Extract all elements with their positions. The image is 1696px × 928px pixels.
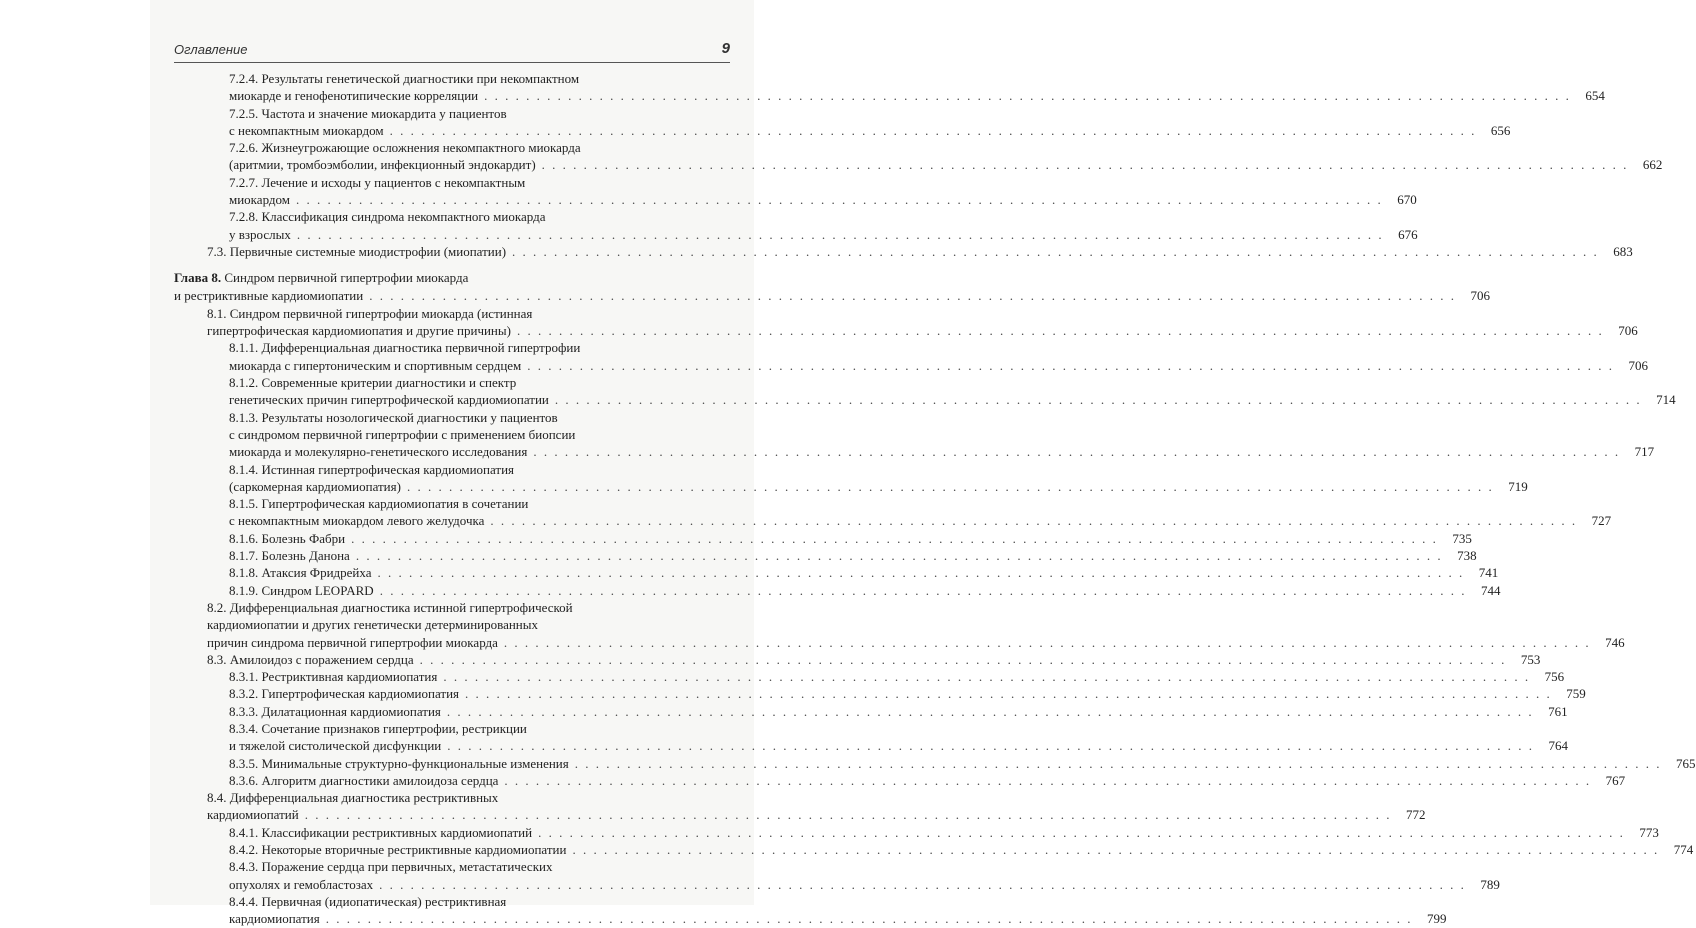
- toc-entry-text: [229, 209, 545, 224]
- toc-entry-title: и тяжелой систолической дисфункции: [229, 738, 442, 754]
- toc-entry-title: (саркомерная кардиомиопатия): [229, 478, 401, 494]
- toc-entry: [174, 755, 1696, 772]
- toc-entry-title: 7.2.4. Результаты генетической диагностики при некомпактном: [229, 71, 580, 86]
- toc-entry: [174, 599, 1625, 651]
- toc-entry: [174, 893, 1447, 928]
- toc-entry-title: 8.4.3. Поражение сердца при первичных, метастатических: [229, 859, 553, 875]
- toc-entry-text: [207, 243, 506, 260]
- dot-leader: [498, 772, 1597, 789]
- toc-entry-title: генетических причин гипертрофической кардиомиопатии: [229, 392, 549, 408]
- dot-leader: [371, 564, 1470, 581]
- toc-entry-text: [229, 824, 532, 841]
- toc-page-number: 765: [1676, 755, 1696, 771]
- toc-entry-text: [229, 175, 525, 190]
- toc-entry-line: [174, 530, 1472, 547]
- toc-entry-title: кардиомиопатия: [229, 911, 320, 927]
- toc-entry-line: [174, 564, 1499, 581]
- toc-entry-line: [174, 893, 730, 910]
- toc-entry-text: [229, 122, 384, 139]
- toc-entry-line: [174, 208, 730, 225]
- toc-entry-title: 7.2.5. Частота и значение миокардита у пациентов: [229, 105, 507, 121]
- toc-entry-line: [174, 191, 1417, 208]
- toc-entry-text: [229, 876, 373, 893]
- toc-entry-line: [174, 122, 1511, 139]
- toc-page-number: 706: [1618, 323, 1638, 339]
- page-number: 9: [721, 40, 730, 57]
- toc-page-number: 759: [1566, 686, 1586, 702]
- toc-entry-line: [174, 174, 730, 191]
- toc-entry-text: [229, 894, 506, 909]
- toc-entry-line: [174, 70, 730, 87]
- toc-page-number: 756: [1544, 669, 1565, 685]
- toc-entry-text: [229, 496, 528, 511]
- dot-leader: [414, 651, 1513, 668]
- toc-entry-title: 8.4.2. Некоторые вторичные рестриктивные кардиомиопатии: [229, 842, 567, 858]
- toc-entry-title: у взрослых: [229, 226, 291, 242]
- toc-entry-title: 8.3.6. Алгоритм диагностики амилоидоза сердца: [229, 772, 499, 788]
- toc-entry-title: миокарда с гипертоническим и спортивным сердцем: [229, 357, 522, 373]
- dot-leader: [441, 703, 1540, 720]
- toc-entry-line: [174, 582, 1501, 599]
- toc-entry-line: [174, 226, 1418, 243]
- toc-entry-line: [174, 547, 1477, 564]
- toc-entry-title: миокарде и генофенотипические корреляции: [229, 88, 479, 104]
- toc-entry-text: [229, 755, 569, 772]
- toc-entry-text: [229, 910, 320, 927]
- toc-page-number: 676: [1398, 226, 1418, 242]
- toc-entry-title: причин синдрома первичной гипертрофии миокарда: [207, 634, 498, 650]
- toc-entry-title: 7.2.8. Классификация синдрома некомпактного миокарда: [229, 209, 546, 225]
- dot-leader: [527, 443, 1626, 460]
- toc-entry-line: [174, 858, 730, 875]
- toc-entry-text: [207, 806, 299, 823]
- toc-entry-text: [229, 478, 401, 495]
- toc-entry-title: 8.1.3. Результаты нозологической диагностики у пациентов: [229, 409, 558, 425]
- toc-entry: [174, 547, 1477, 564]
- toc-page-number: 735: [1452, 530, 1472, 546]
- toc-entry-text: [229, 564, 371, 581]
- toc-entry-text: [207, 322, 511, 339]
- toc-entry-line: [174, 391, 1676, 408]
- toc-entry: [174, 564, 1499, 581]
- toc-entry-title: 8.2. Дифференциальная диагностика истинной гипертрофической: [207, 599, 573, 615]
- toc-entry: [174, 339, 1649, 374]
- toc-entry-title: 8.3. Амилоидоз с поражением сердца: [207, 651, 414, 667]
- toc-entry: [174, 174, 1417, 209]
- toc-entry-text: [207, 306, 532, 321]
- toc-entry-line: [174, 841, 1694, 858]
- toc-entry-title: 7.3. Первичные системные миодистрофии (миопатии): [207, 243, 507, 259]
- toc-entry-line: [174, 789, 730, 806]
- toc-page-number: 772: [1405, 807, 1426, 823]
- toc-entry-line: [174, 720, 730, 737]
- toc-entry-text: [174, 287, 363, 304]
- toc-entry-text: [229, 737, 441, 754]
- toc-entry-title: кардиомиопатии и других генетически детерминированных: [207, 617, 538, 633]
- toc-entry-line: [174, 443, 1655, 460]
- toc-entry: [174, 409, 1655, 461]
- toc-entry-title: 8.1.8. Атаксия Фридрейха: [229, 565, 372, 581]
- toc-entry: [174, 70, 1605, 105]
- toc-entry-title: 8.1.1. Дифференциальная диагностика первичной гипертрофии: [229, 340, 581, 356]
- toc-entry: [174, 305, 1638, 340]
- toc-entry-line: [174, 512, 1612, 529]
- toc-entry-line: [174, 616, 730, 633]
- toc-entry-line: [174, 357, 1649, 374]
- toc-entry: [174, 789, 1426, 824]
- toc-entry: [174, 858, 1500, 893]
- toc-page-number: 738: [1457, 548, 1477, 564]
- toc-page-number: 764: [1548, 738, 1569, 754]
- toc-page-number: 717: [1634, 444, 1655, 460]
- toc-entry-text: [229, 530, 345, 547]
- toc-entry-line: [174, 668, 1565, 685]
- toc-entry-text: [207, 651, 414, 668]
- toc-entry-line: [174, 495, 730, 512]
- toc-entry-line: [174, 139, 730, 156]
- toc-entry-title: 8.1.9. Синдром LEOPARD: [229, 582, 374, 598]
- dot-leader: [536, 156, 1635, 173]
- dot-leader: [373, 876, 1472, 893]
- toc-entry-text: [229, 140, 581, 155]
- toc-entry-line: [174, 599, 730, 616]
- toc-entry-line: [174, 374, 730, 391]
- toc-entry-title: опухолях и гемобластозах: [229, 876, 374, 892]
- toc-page-number: 799: [1426, 911, 1447, 927]
- toc-entry-text: [229, 703, 441, 720]
- running-header: [174, 40, 730, 63]
- toc-page-number: 714: [1656, 392, 1676, 408]
- dot-leader: [478, 87, 1577, 104]
- toc-entry-line: [174, 824, 1659, 841]
- toc-entry-title: 8.3.4. Сочетание признаков гипертрофии, рестрикции: [229, 720, 527, 736]
- toc-entry-title: Синдром первичной гипертрофии миокарда: [221, 270, 469, 286]
- toc-entry-text: [207, 790, 498, 805]
- toc-entry-text: [229, 226, 291, 243]
- dot-leader: [566, 841, 1665, 858]
- toc-entry-title: 8.3.5. Минимальные структурно-функциональные изменения: [229, 755, 569, 771]
- toc-entry-text: [229, 410, 558, 425]
- toc-entry: [174, 841, 1694, 858]
- toc-entry-line: [174, 876, 1500, 893]
- toc-entry-text: [207, 634, 498, 651]
- dot-leader: [363, 287, 1462, 304]
- toc-entry-line: [174, 806, 1426, 823]
- toc-entry-line: [174, 772, 1626, 789]
- dot-leader: [521, 357, 1620, 374]
- toc-entry: [174, 582, 1501, 599]
- toc-entry: [174, 530, 1472, 547]
- toc-entry-line: [174, 409, 730, 426]
- toc-entry-line: [174, 634, 1625, 651]
- toc-entry-title: 8.4.4. Первичная (идиопатическая) рестриктивная: [229, 893, 507, 909]
- running-header-title: Оглавление: [174, 42, 248, 57]
- toc-entry-title: 7.2.6. Жизнеугрожающие осложнения некомпактного миокарда: [229, 140, 581, 156]
- toc-entry-title: 8.3.3. Дилатационная кардиомиопатия: [229, 703, 441, 719]
- toc-page-number: 746: [1605, 634, 1625, 650]
- dot-leader: [320, 910, 1419, 927]
- toc-entry-text: [229, 443, 527, 460]
- toc-entry-line: [174, 269, 730, 286]
- toc-entry-title: 8.1.6. Болезнь Фабри: [229, 530, 346, 546]
- toc-entry-text: [229, 156, 536, 173]
- toc-entry: [174, 139, 1663, 174]
- toc-entry-title: 8.3.2. Гипертрофическая кардиомиопатия: [229, 686, 460, 702]
- toc-page-number: 753: [1520, 651, 1541, 667]
- toc-entry-title: 7.2.7. Лечение и исходы у пациентов с некомпактным: [229, 174, 526, 190]
- toc-entry-title: с некомпактным миокардом левого желудочка: [229, 513, 485, 529]
- toc-entry: [174, 374, 1676, 409]
- dot-leader: [374, 582, 1473, 599]
- toc-entry-text: [174, 270, 468, 285]
- toc-entry-text: [229, 512, 484, 529]
- toc-entry-text: [229, 357, 521, 374]
- toc-page-number: 656: [1490, 122, 1511, 138]
- toc-page-number: 662: [1642, 157, 1663, 173]
- toc-entry-text: [229, 668, 437, 685]
- toc-page-number: 719: [1508, 478, 1528, 494]
- toc-entry-line: [174, 461, 730, 478]
- toc-entry: [174, 668, 1565, 685]
- toc-entry-title: 8.4. Дифференциальная диагностика рестриктивных: [207, 790, 499, 806]
- toc-entry: [174, 824, 1659, 841]
- toc-page-number: 744: [1480, 582, 1501, 598]
- toc-entry: [174, 208, 1418, 243]
- toc-page-number: 761: [1548, 703, 1568, 719]
- toc-entry-line: [174, 755, 1696, 772]
- toc-entry-title: 8.1.7. Болезнь Данона: [229, 548, 350, 564]
- chapter-label: Глава 8.: [174, 270, 222, 286]
- toc-entry-text: [229, 391, 549, 408]
- toc-entry: [174, 703, 1568, 720]
- toc-entry-text: [229, 462, 514, 477]
- toc-entry-text: [207, 600, 573, 615]
- toc-entry-title: с синдромом первичной гипертрофии с применением биопсии: [229, 426, 576, 442]
- toc-page-number: 670: [1397, 192, 1417, 208]
- dot-leader: [549, 391, 1648, 408]
- toc-page-number: 774: [1673, 842, 1694, 858]
- toc-entry-title: 8.1.5. Гипертрофическая кардиомиопатия в сочетании: [229, 496, 529, 512]
- toc-entry-line: [174, 651, 1541, 668]
- toc-page-number: 683: [1613, 243, 1633, 259]
- toc-entry-line: [174, 426, 730, 443]
- toc-entry-line: [174, 287, 1490, 304]
- toc-entry-text: [229, 685, 459, 702]
- toc-entry: [174, 720, 1569, 755]
- toc-entry-title: кардиомиопатий: [207, 807, 299, 823]
- toc-entry-title: миокарда и молекулярно-генетического исследования: [229, 444, 528, 460]
- toc-entry-line: [174, 156, 1663, 173]
- toc-page-number: 654: [1585, 88, 1605, 104]
- dot-leader: [459, 685, 1558, 702]
- toc-entry-text: [229, 340, 580, 355]
- toc-entry-line: [174, 703, 1568, 720]
- toc-entry-text: [229, 841, 566, 858]
- toc-entry-text: [229, 375, 516, 390]
- toc-page-number: 706: [1470, 287, 1490, 303]
- dot-leader: [345, 530, 1444, 547]
- toc-entry-text: [229, 71, 579, 86]
- toc-entry: [174, 651, 1541, 668]
- toc-entry: [174, 269, 1490, 304]
- toc-entry-title: гипертрофическая кардиомиопатия и другие причины): [207, 323, 511, 339]
- toc-page-number: 767: [1605, 772, 1626, 788]
- toc-entry: [174, 243, 1633, 260]
- toc-entry-line: [174, 305, 730, 322]
- dot-leader: [401, 478, 1500, 495]
- dot-leader: [441, 737, 1540, 754]
- toc-entry-title: миокардом: [229, 192, 290, 208]
- book-page: [150, 0, 1696, 927]
- toc-entry: [174, 461, 1528, 496]
- toc-entry-line: [174, 478, 1528, 495]
- dot-leader: [384, 122, 1483, 139]
- dot-leader: [498, 634, 1597, 651]
- toc-page-number: 773: [1639, 824, 1659, 840]
- table-of-contents: [174, 70, 1696, 928]
- dot-leader: [299, 806, 1398, 823]
- toc-entry-title: 8.1.2. Современные критерии диагностики и спектр: [229, 375, 517, 391]
- toc-entry: [174, 772, 1626, 789]
- toc-entry-text: [229, 859, 552, 874]
- dot-leader: [350, 547, 1449, 564]
- toc-entry-title: 8.1. Синдром первичной гипертрофии миокарда (истинная: [207, 305, 533, 321]
- toc-entry: [174, 495, 1612, 530]
- toc-entry-text: [207, 617, 538, 632]
- toc-entry-line: [174, 105, 730, 122]
- toc-page-number: 727: [1591, 513, 1612, 529]
- toc-entry-text: [229, 191, 290, 208]
- dot-leader: [484, 512, 1583, 529]
- toc-page-number: 706: [1628, 357, 1649, 373]
- toc-entry: [174, 685, 1586, 702]
- dot-leader: [290, 191, 1389, 208]
- dot-leader: [437, 668, 1536, 685]
- toc-entry-text: [229, 106, 507, 121]
- toc-entry: [174, 105, 1511, 140]
- toc-entry-text: [229, 427, 575, 442]
- toc-entry-title: и рестриктивные кардиомиопатии: [174, 287, 364, 303]
- toc-entry-text: [229, 721, 527, 736]
- dot-leader: [511, 322, 1610, 339]
- toc-page-number: 741: [1478, 565, 1499, 581]
- toc-entry-title: 8.1.4. Истинная гипертрофическая кардиомиопатия: [229, 461, 515, 477]
- toc-entry-title: 8.3.1. Рестриктивная кардиомиопатия: [229, 669, 438, 685]
- toc-entry-title: с некомпактным миокардом: [229, 122, 384, 138]
- toc-entry-text: [229, 87, 478, 104]
- toc-entry-line: [174, 243, 1633, 260]
- toc-entry-line: [174, 737, 1569, 754]
- toc-entry-line: [174, 87, 1605, 104]
- toc-entry-line: [174, 339, 730, 356]
- toc-entry-text: [229, 547, 350, 564]
- toc-entry-title: (аритмии, тромбоэмболии, инфекционный эндокардит): [229, 157, 536, 173]
- toc-entry-line: [174, 685, 1586, 702]
- toc-entry-line: [174, 322, 1638, 339]
- toc-page-number: 789: [1480, 876, 1500, 892]
- dot-leader: [569, 755, 1668, 772]
- dot-leader: [506, 243, 1605, 260]
- toc-entry-text: [229, 772, 498, 789]
- dot-leader: [532, 824, 1631, 841]
- toc-entry-text: [229, 582, 374, 599]
- dot-leader: [291, 226, 1390, 243]
- toc-entry-title: 8.4.1. Классификации рестриктивных кардиомиопатий: [229, 824, 533, 840]
- toc-entry-line: [174, 910, 1447, 927]
